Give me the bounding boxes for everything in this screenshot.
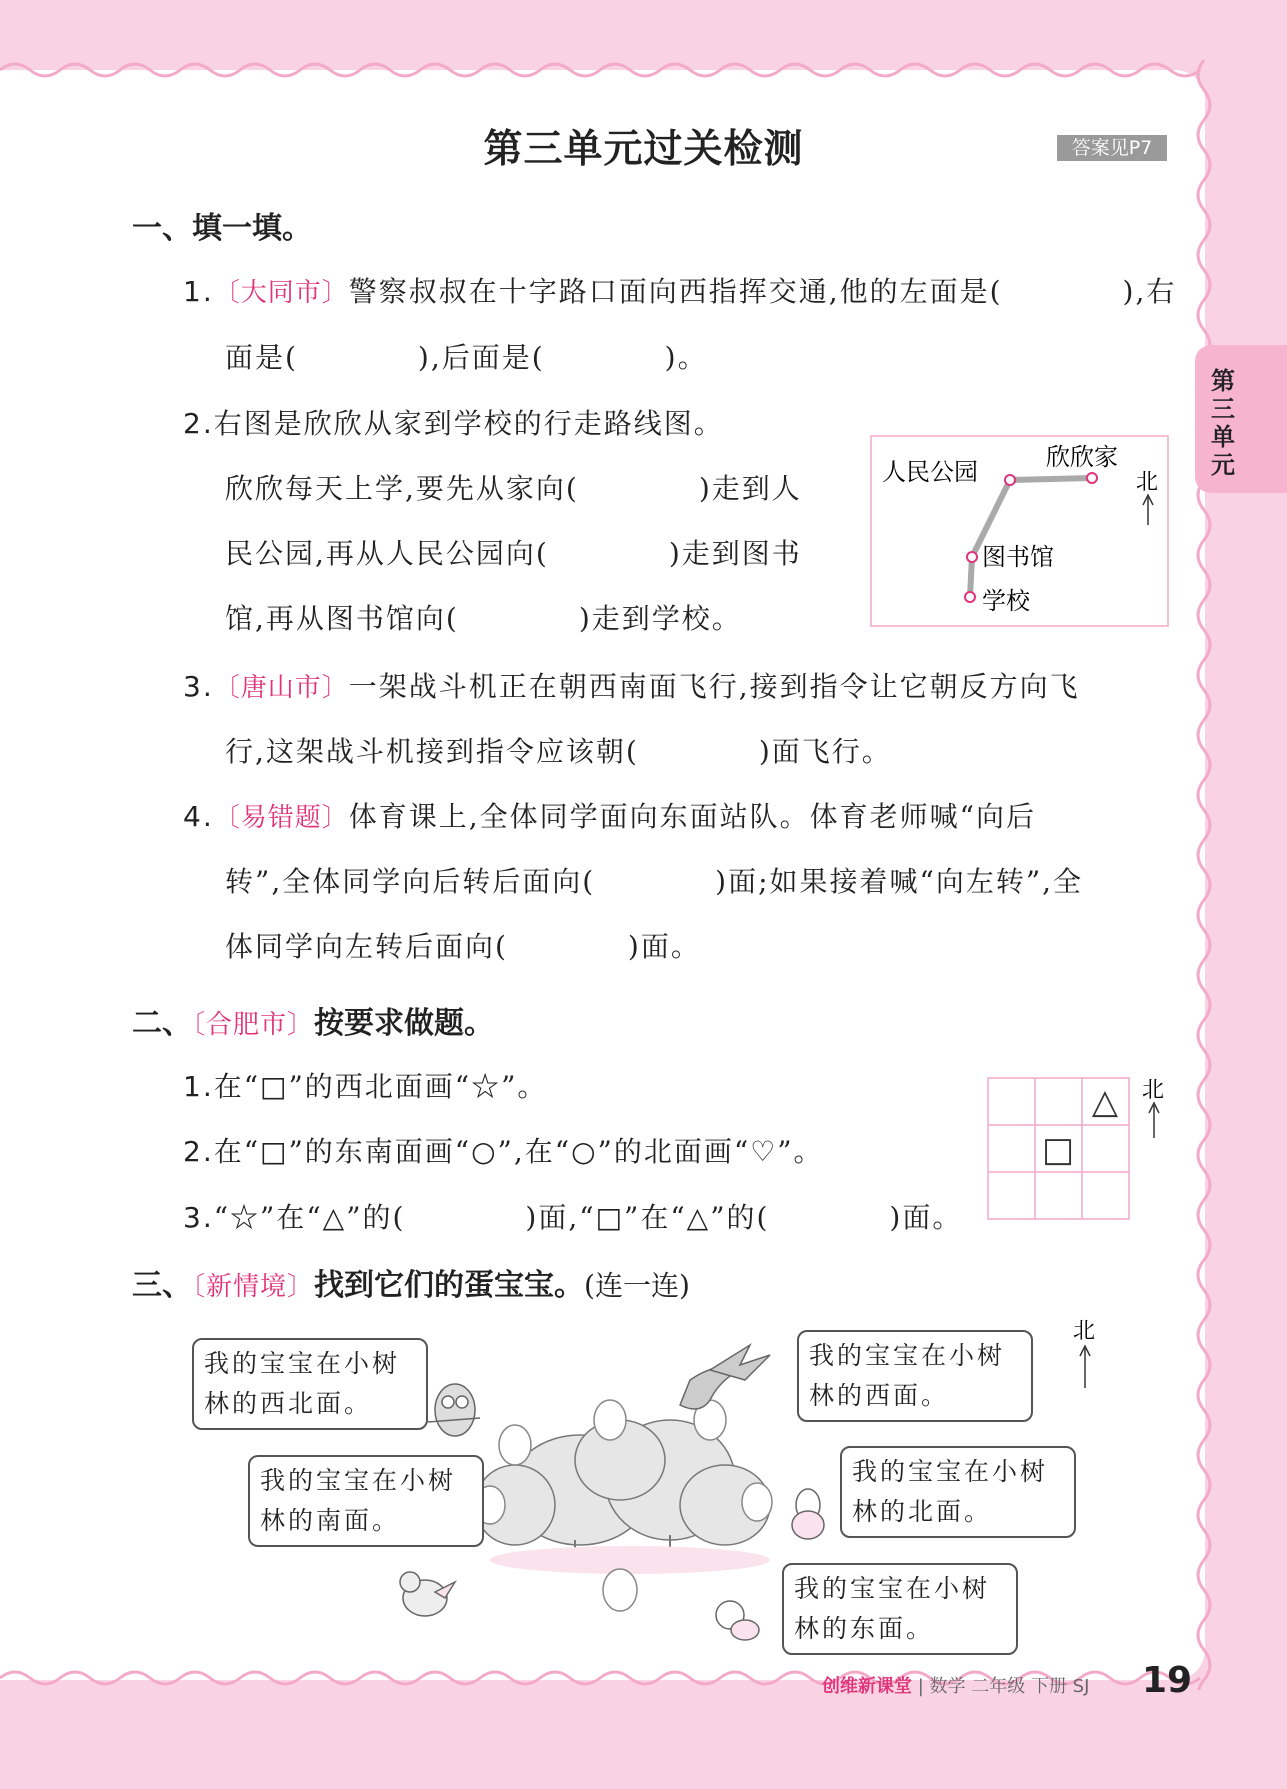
q4-source-tag: 〔易错题〕: [213, 803, 349, 833]
route-home-park: [1010, 478, 1092, 480]
q1-number: 1.: [183, 275, 214, 308]
bubble-north-line1: 我的宝宝在小树: [852, 1457, 1049, 1486]
answer-reference-badge: 答案见P7: [1057, 135, 1167, 161]
q4-text-line2: 转”,全体同学向后转后面向( )面;如果接着喊“向左转”,全: [225, 865, 1084, 898]
map-label-library: 图书馆: [982, 543, 1054, 571]
section2-source-tag: 〔合肥市〕: [192, 1010, 315, 1040]
bubble-north-line2: 林的北面。: [852, 1497, 993, 1526]
section3-source-tag: 〔新情境〕: [192, 1272, 315, 1302]
illustration-north-label: 北: [1073, 1319, 1096, 1344]
footer: 创维新课堂 | 数学 二年级 下册 SJ: [822, 1676, 1090, 1697]
footer-info: 数学 二年级 下册 SJ: [929, 1676, 1090, 1697]
s2-q3-number: 3.: [183, 1201, 214, 1234]
map-label-school: 学校: [982, 587, 1030, 615]
owl-icon: [428, 1384, 480, 1436]
bubble-south-line2: 林的南面。: [260, 1506, 401, 1535]
home-point: [1087, 473, 1097, 483]
unit-side-tab-label: 第三单元: [1211, 367, 1235, 479]
speech-bubble-west: [797, 1330, 1033, 1422]
section3-heading: [132, 1260, 690, 1304]
park-point: [1005, 475, 1015, 485]
s2-q3-text: “☆”在“△”的( )面,“□”在“△”的( )面。: [213, 1201, 963, 1234]
bubble-east-line2: 林的东面。: [794, 1614, 935, 1643]
s2-q2: [183, 1130, 824, 1170]
footer-brand: 创维新课堂: [822, 1676, 912, 1697]
route-map: [870, 435, 1170, 628]
speech-bubble-south: [248, 1455, 484, 1547]
section3-prefix: 三、: [132, 1268, 192, 1303]
baby-bird-icon: [716, 1601, 759, 1640]
q2-text-line1: 欣欣每天上学,要先从家向( )走到人: [225, 472, 802, 505]
q1-source-tag: 〔大同市〕: [213, 278, 349, 308]
s2-q3: [183, 1196, 962, 1236]
page-title: 第三单元过关检测: [483, 127, 804, 172]
q2-text-line2: 民公园,再从人民公园向( )走到图书: [225, 537, 802, 570]
q3-line1: [183, 665, 1080, 705]
section3-note: (连一连): [584, 1269, 690, 1302]
unit-side-tab: [1195, 345, 1287, 493]
q3-text-line1: 一架战斗机正在朝西南面飞行,接到指令让它朝反方向飞: [348, 670, 1080, 703]
forest-ground: [490, 1546, 770, 1574]
q2-intro: 右图是欣欣从家到学校的行走路线图。: [213, 407, 724, 440]
s2-q2-number: 2.: [183, 1135, 214, 1168]
eagle-icon: [680, 1345, 770, 1409]
s2-q1: [183, 1065, 547, 1105]
bubble-east-line1: 我的宝宝在小树: [794, 1574, 991, 1603]
section1-heading: 一、填一填。: [132, 211, 312, 246]
page-number: 19: [1142, 1660, 1193, 1701]
grid-triangle: △: [1091, 1082, 1119, 1122]
section2-title: 按要求做题。: [314, 1006, 495, 1041]
q3-text-line2: 行,这架战斗机接到指令应该朝( )面飞行。: [225, 735, 892, 768]
s2-q1-number: 1.: [183, 1070, 214, 1103]
q4-number: 4.: [183, 800, 214, 833]
q4-text-line3: 体同学向左转后面向( )面。: [225, 930, 701, 963]
q3-source-tag: 〔唐山市〕: [213, 673, 349, 703]
school-point: [965, 592, 975, 602]
s2-q1-text: 在“□”的西北面画“☆”。: [213, 1070, 548, 1103]
map-north-label: 北: [1136, 470, 1159, 495]
q1-line1: [183, 270, 1176, 310]
wavy-border-right: [1192, 60, 1216, 1690]
q2-text-line3: 馆,再从图书馆向( )走到学校。: [225, 602, 742, 635]
q4-line1: [183, 795, 1036, 835]
bubble-northwest-line1: 我的宝宝在小树: [204, 1349, 401, 1378]
q1-text-line1: 警察叔叔在十字路口面向西指挥交通,他的左面是( ),右: [348, 275, 1177, 308]
direction-grid: [985, 1075, 1175, 1225]
grid-square: □: [1041, 1130, 1075, 1170]
q3-number: 3.: [183, 670, 214, 703]
bubble-south-line1: 我的宝宝在小树: [260, 1466, 457, 1495]
speech-bubble-northwest: [192, 1338, 428, 1430]
q2-line0: [183, 402, 724, 442]
q2-number: 2.: [183, 407, 214, 440]
grid-north-label: 北: [1142, 1078, 1165, 1103]
section3-title: 找到它们的蛋宝宝。: [314, 1268, 585, 1303]
s2-q2-text: 在“□”的东南面画“○”,在“○”的北面画“♡”。: [213, 1135, 824, 1168]
bubble-west-line2: 林的西面。: [809, 1381, 950, 1410]
q1-text-line2: 面是( ),后面是( )。: [225, 341, 708, 374]
speech-bubble-east: [782, 1563, 1018, 1655]
chick-icon: [792, 1489, 824, 1539]
route-library-school: [970, 557, 972, 597]
bubble-west-line1: 我的宝宝在小树: [809, 1341, 1006, 1370]
map-label-home: 欣欣家: [1046, 443, 1118, 471]
section2-heading: [132, 998, 494, 1042]
section2-prefix: 二、: [132, 1006, 192, 1041]
speech-bubble-north: [840, 1446, 1076, 1538]
q4-text-line1: 体育课上,全体同学面向东面站队。体育老师喊“向后: [348, 800, 1036, 833]
bird-icon: [400, 1572, 455, 1616]
library-point: [967, 552, 977, 562]
wavy-border-top: [0, 58, 1220, 82]
bubble-northwest-line2: 林的西北面。: [204, 1389, 373, 1418]
map-label-park: 人民公园: [882, 458, 978, 486]
